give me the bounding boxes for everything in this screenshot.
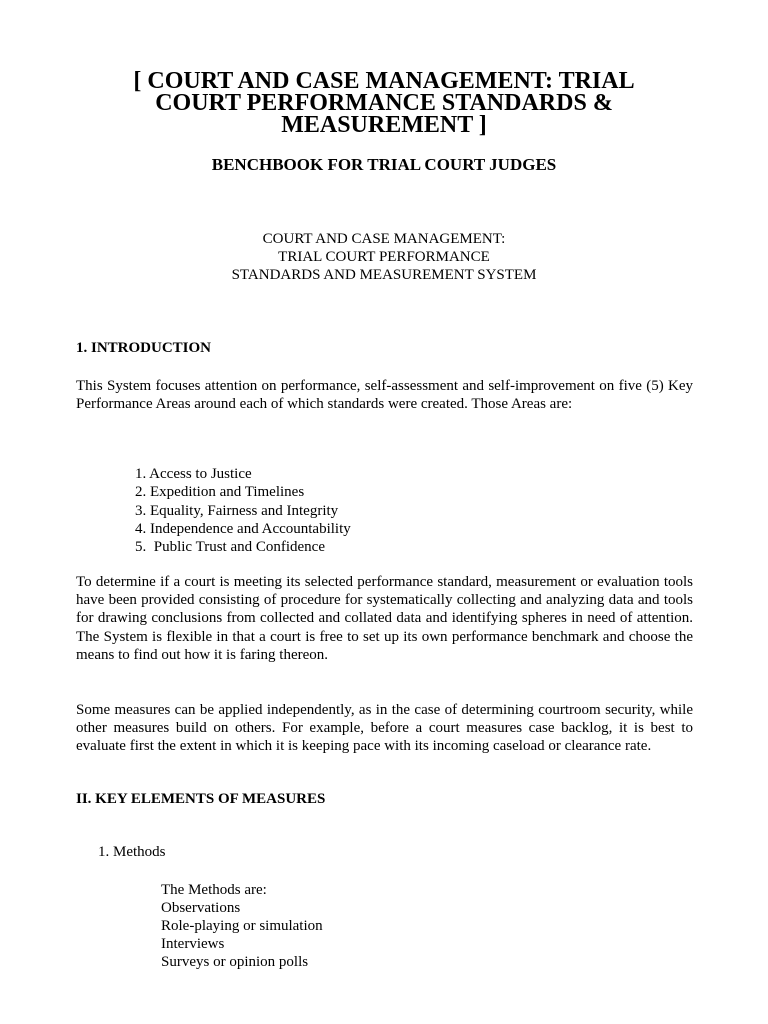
paragraph-measures: Some measures can be applied independently, as in the case of determining courtroom security, while other measures build on others. For example, before a court measures case backlog, it is best to evaluate first the extent in which it is keeping pace with its incoming caseload or clearance rate. — [76, 702, 693, 755]
document-title: [ COURT AND CASE MANAGEMENT: TRIAL COURT PERFORMANCE STANDARDS & MEASUREMENT ] — [133, 68, 635, 138]
center-heading-line: COURT AND CASE MANAGEMENT: — [262, 231, 506, 247]
paragraph-performance-standard: To determine if a court is meeting its selected performance standard, measurement or evaluation tools have been provided consisting of procedure for systematically collecting and analyzing data and tools for drawing conclusions from collected and collated data and identifying spheres in need of attention. The System is flexible in that a court is free to set up its own performance benchmark and choose the means to find out how it is faring thereon. — [76, 574, 693, 663]
section-heading-key-elements: II. KEY ELEMENTS OF MEASURES — [76, 791, 326, 807]
list-item: The Methods are: — [161, 882, 267, 898]
list-item: 5. Public Trust and Confidence — [135, 539, 325, 556]
document-subtitle: BENCHBOOK FOR TRIAL COURT JUDGES — [211, 155, 557, 174]
list-item: 1. Access to Justice — [135, 466, 252, 482]
section-heading-introduction: 1. INTRODUCTION — [76, 340, 212, 356]
list-item: 2. Expedition and Timelines — [135, 484, 305, 501]
list-item: Interviews — [161, 936, 225, 952]
center-heading-block — [0, 230, 768, 284]
list-item: Surveys or opinion polls — [161, 954, 309, 970]
methods-list — [161, 881, 323, 971]
list-item: 4. Independence and Accountability — [135, 520, 351, 537]
list-item: Role-playing or simulation — [161, 918, 323, 934]
center-heading-line: TRIAL COURT PERFORMANCE — [278, 249, 490, 265]
center-heading-line: STANDARDS AND MEASUREMENT SYSTEM — [231, 267, 537, 283]
list-item: 3. Equality, Fairness and Integrity — [135, 502, 339, 519]
key-areas-list — [135, 465, 351, 556]
intro-paragraph: This System focuses attention on performance, self-assessment and self-improvement on five (5) Key Performance Areas around each of which standards were created. Those Areas are: — [76, 378, 693, 413]
methods-label: 1. Methods — [98, 844, 166, 860]
list-item: Observations — [161, 900, 241, 916]
